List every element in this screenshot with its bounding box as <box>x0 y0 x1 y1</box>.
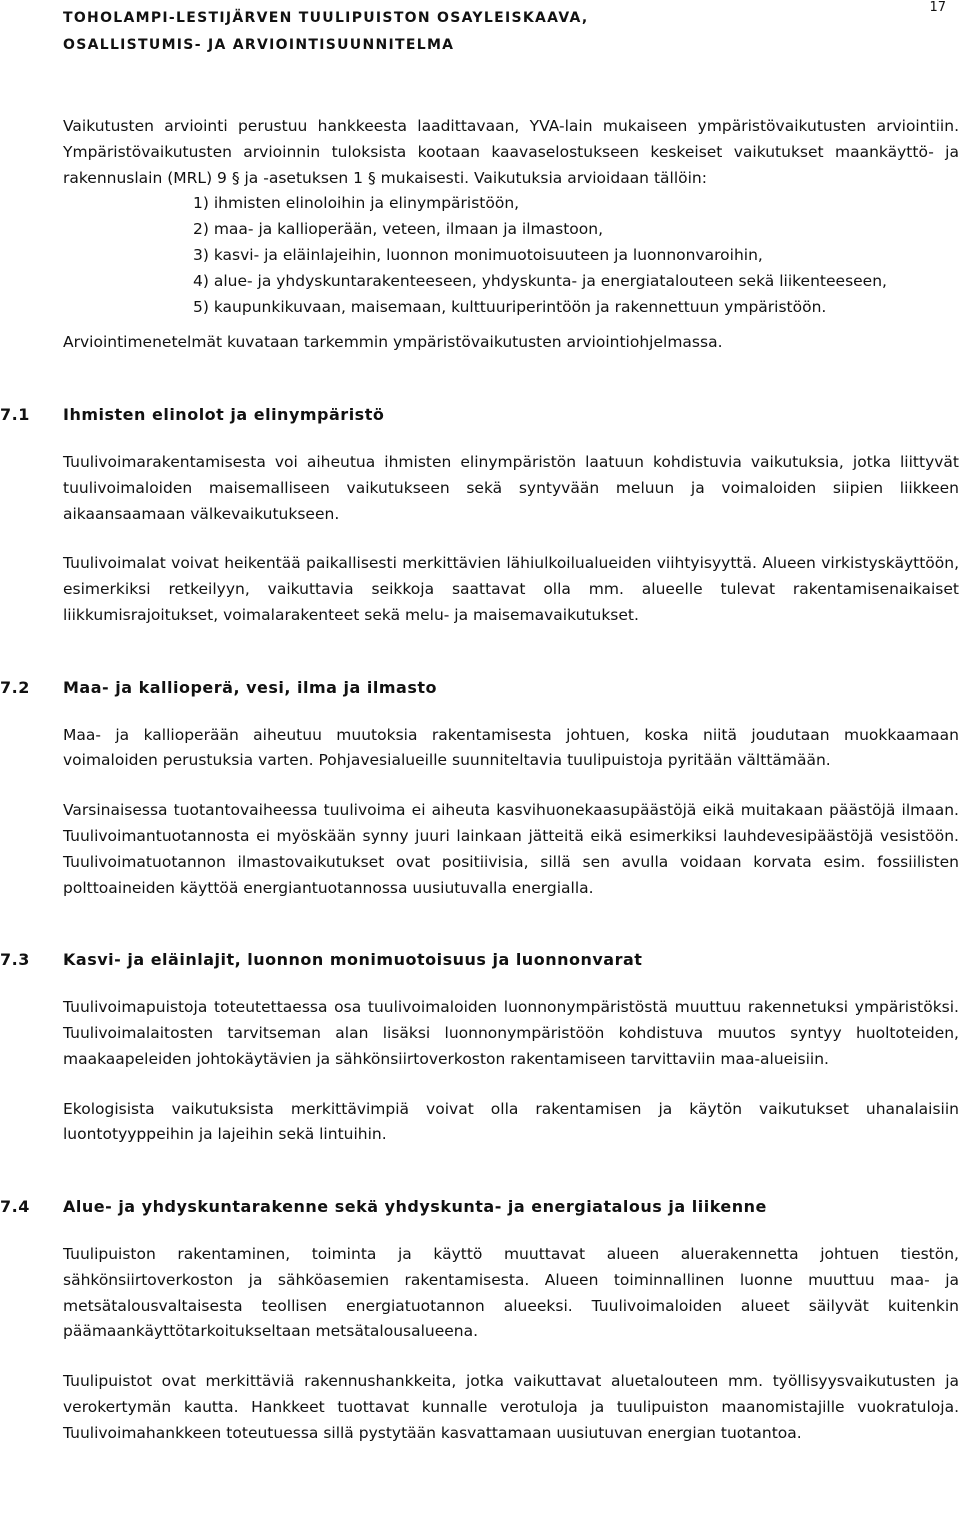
section-number: 7.4 <box>0 1197 30 1217</box>
impact-list-item: 3) kasvi- ja eläinlajeihin, luonnon monimuotoisuuteen ja luonnonvaroihin, <box>193 245 763 264</box>
section-heading-7-4 <box>0 1194 959 1220</box>
section-title: Maa- ja kallioperä, vesi, ilma ja ilmasto <box>63 677 437 697</box>
section-heading-7-2 <box>0 675 959 701</box>
impact-list-item: 4) alue- ja yhdyskuntarakenteeseen, yhdyskunta- ja energiatalouteen sekä liikenteeseen, <box>193 271 887 290</box>
impact-list-item: 2) maa- ja kallioperään, veteen, ilmaan ja ilmastoon, <box>193 220 604 239</box>
impact-list-item: 1) ihmisten elinoloihin ja elinympäristöön, <box>193 194 520 213</box>
section-paragraph: Tuulipuistot ovat merkittäviä rakennushankkeita, jotka vaikuttavat aluetalouteen mm. työllisyysvaikutusten ja verokertymän kautta. Hankkeet tuottavat kunnalle verotuloja ja tuulipuiston maanomistajille vuokratuloja. Tuulivoimahankkeen toteutuessa sillä pystytään kasvattamaan uusiutuvan energian tuotantoa. <box>63 1372 959 1442</box>
section-paragraph: Ekologisista vaikutuksista merkittävimpiä voivat olla rakentamisen ja käytön vaikutukset uhanalaisiin luontotyyppeihin ja lajeihin sekä lintuihin. <box>63 1099 959 1144</box>
document-header-line1: TOHOLAMPI-LESTIJÄRVEN TUULIPUISTON OSAYLEISKAAVA, <box>63 10 589 26</box>
page-number: 17 <box>929 0 946 15</box>
impact-list-item: 5) kaupunkikuvaan, maisemaan, kulttuuriperintöön ja rakennettuun ympäristöön. <box>193 297 827 316</box>
section-paragraph: Maa- ja kallioperään aiheutuu muutoksia rakentamisesta johtuen, koska niitä joudutaan muokkaamaan voimaloiden perustuksia varten. Pohjavesialueille suunniteltavia tuulipuistoja pyritään välttämään. <box>63 725 959 770</box>
section-title: Kasvi- ja eläinlajit, luonnon monimuotoisuus ja luonnonvarat <box>63 950 643 970</box>
section-paragraph: Tuulivoimapuistoja toteutettaessa osa tuulivoimaloiden luonnonympäristöstä muuttuu rakennetuksi ympäristöksi. Tuulivoimalaitosten tarvitseman alan lisäksi luonnonympäristöön kohdistuva muutos syntyy huoltoteiden, maakaapeleiden johtokäytävien ja sähkönsiirtoverkoston rakentamiseen tarvittaviin maa-alueisiin. <box>63 998 959 1068</box>
section-title: Alue- ja yhdyskuntarakenne sekä yhdyskunta- ja energiatalous ja liikenne <box>63 1197 767 1217</box>
section-number: 7.2 <box>0 677 30 697</box>
intro-closing: Arviointimenetelmät kuvataan tarkemmin ympäristövaikutusten arviointiohjelmassa. <box>63 333 723 352</box>
impact-list <box>63 191 959 320</box>
section-paragraph: Tuulivoimalat voivat heikentää paikallisesti merkittävien lähiulkoilualueiden viihtyisyyttä. Alueen virkistyskäyttöön, esimerkiksi retkeilyyn, vaikuttavia seikkoja saattavat olla mm. alueelle tulevat rakentamisenaikaiset liikkumisrajoitukset, voimalarakenteet sekä melu- ja maisemavaikutukset. <box>63 554 959 624</box>
section-number: 7.3 <box>0 950 30 970</box>
section-title: Ihmisten elinolot ja elinympäristö <box>63 405 385 425</box>
section-paragraph: Varsinaisessa tuotantovaiheessa tuulivoima ei aiheuta kasvihuonekaasupäästöjä eikä muitakaan päästöjä ilmaan. Tuulivoimantuotannosta ei myöskään synny juuri lainkaan jätteitä eikä esimerkiksi lauhdevesipäästöjä vesistöön. Tuulivoimatuotannon ilmastovaikutukset ovat positiivisia, sillä sen avulla voidaan korvata esim. fossiilisten polttoaineiden käyttöä energiantuotannossa uusiutuvalla energialla. <box>63 801 959 897</box>
section-number: 7.1 <box>0 405 30 425</box>
section-paragraph: Tuulivoimarakentamisesta voi aiheutua ihmisten elinympäristön laatuun kohdistuvia vaikutuksia, jotka liittyvät tuulivoimaloiden maisemalliseen vaikutukseen sekä syntyvään meluun ja voimaloiden siipien liikkeen aikaansaamaan välkevaikutukseen. <box>63 452 959 523</box>
section-paragraph: Tuulipuiston rakentaminen, toiminta ja käyttö muuttavat alueen aluerakennetta johtuen tiestön, sähkönsiirtoverkoston ja sähköasemien rakentamisesta. Alueen toiminnallinen luonne muuttuu maa- ja metsätalousvaltaisesta teollisen energiatuotannon alueeksi. Tuulivoimaloiden alueet säilyvät kuitenkin päämaankäyttötarkoitukseltaan metsätalousalueena. <box>63 1244 959 1341</box>
section-heading-7-3 <box>0 947 959 973</box>
document-header-line2: OSALLISTUMIS- JA ARVIOINTISUUNNITELMA <box>63 37 455 53</box>
intro-paragraph: Vaikutusten arviointi perustuu hankkeesta laadittavaan, YVA-lain mukaiseen ympäristövaikutusten arviointiin. Ympäristövaikutusten arvioinnin tuloksista kootaan kaavaselostukseen keskeiset vaikutukset maankäyttö- ja rakennuslain (MRL) 9 § ja -asetuksen 1 § mukaisesti. Vaikutuksia arvioidaan tällöin: <box>63 117 959 187</box>
page-content <box>0 114 959 1446</box>
section-heading-7-1 <box>0 402 959 428</box>
